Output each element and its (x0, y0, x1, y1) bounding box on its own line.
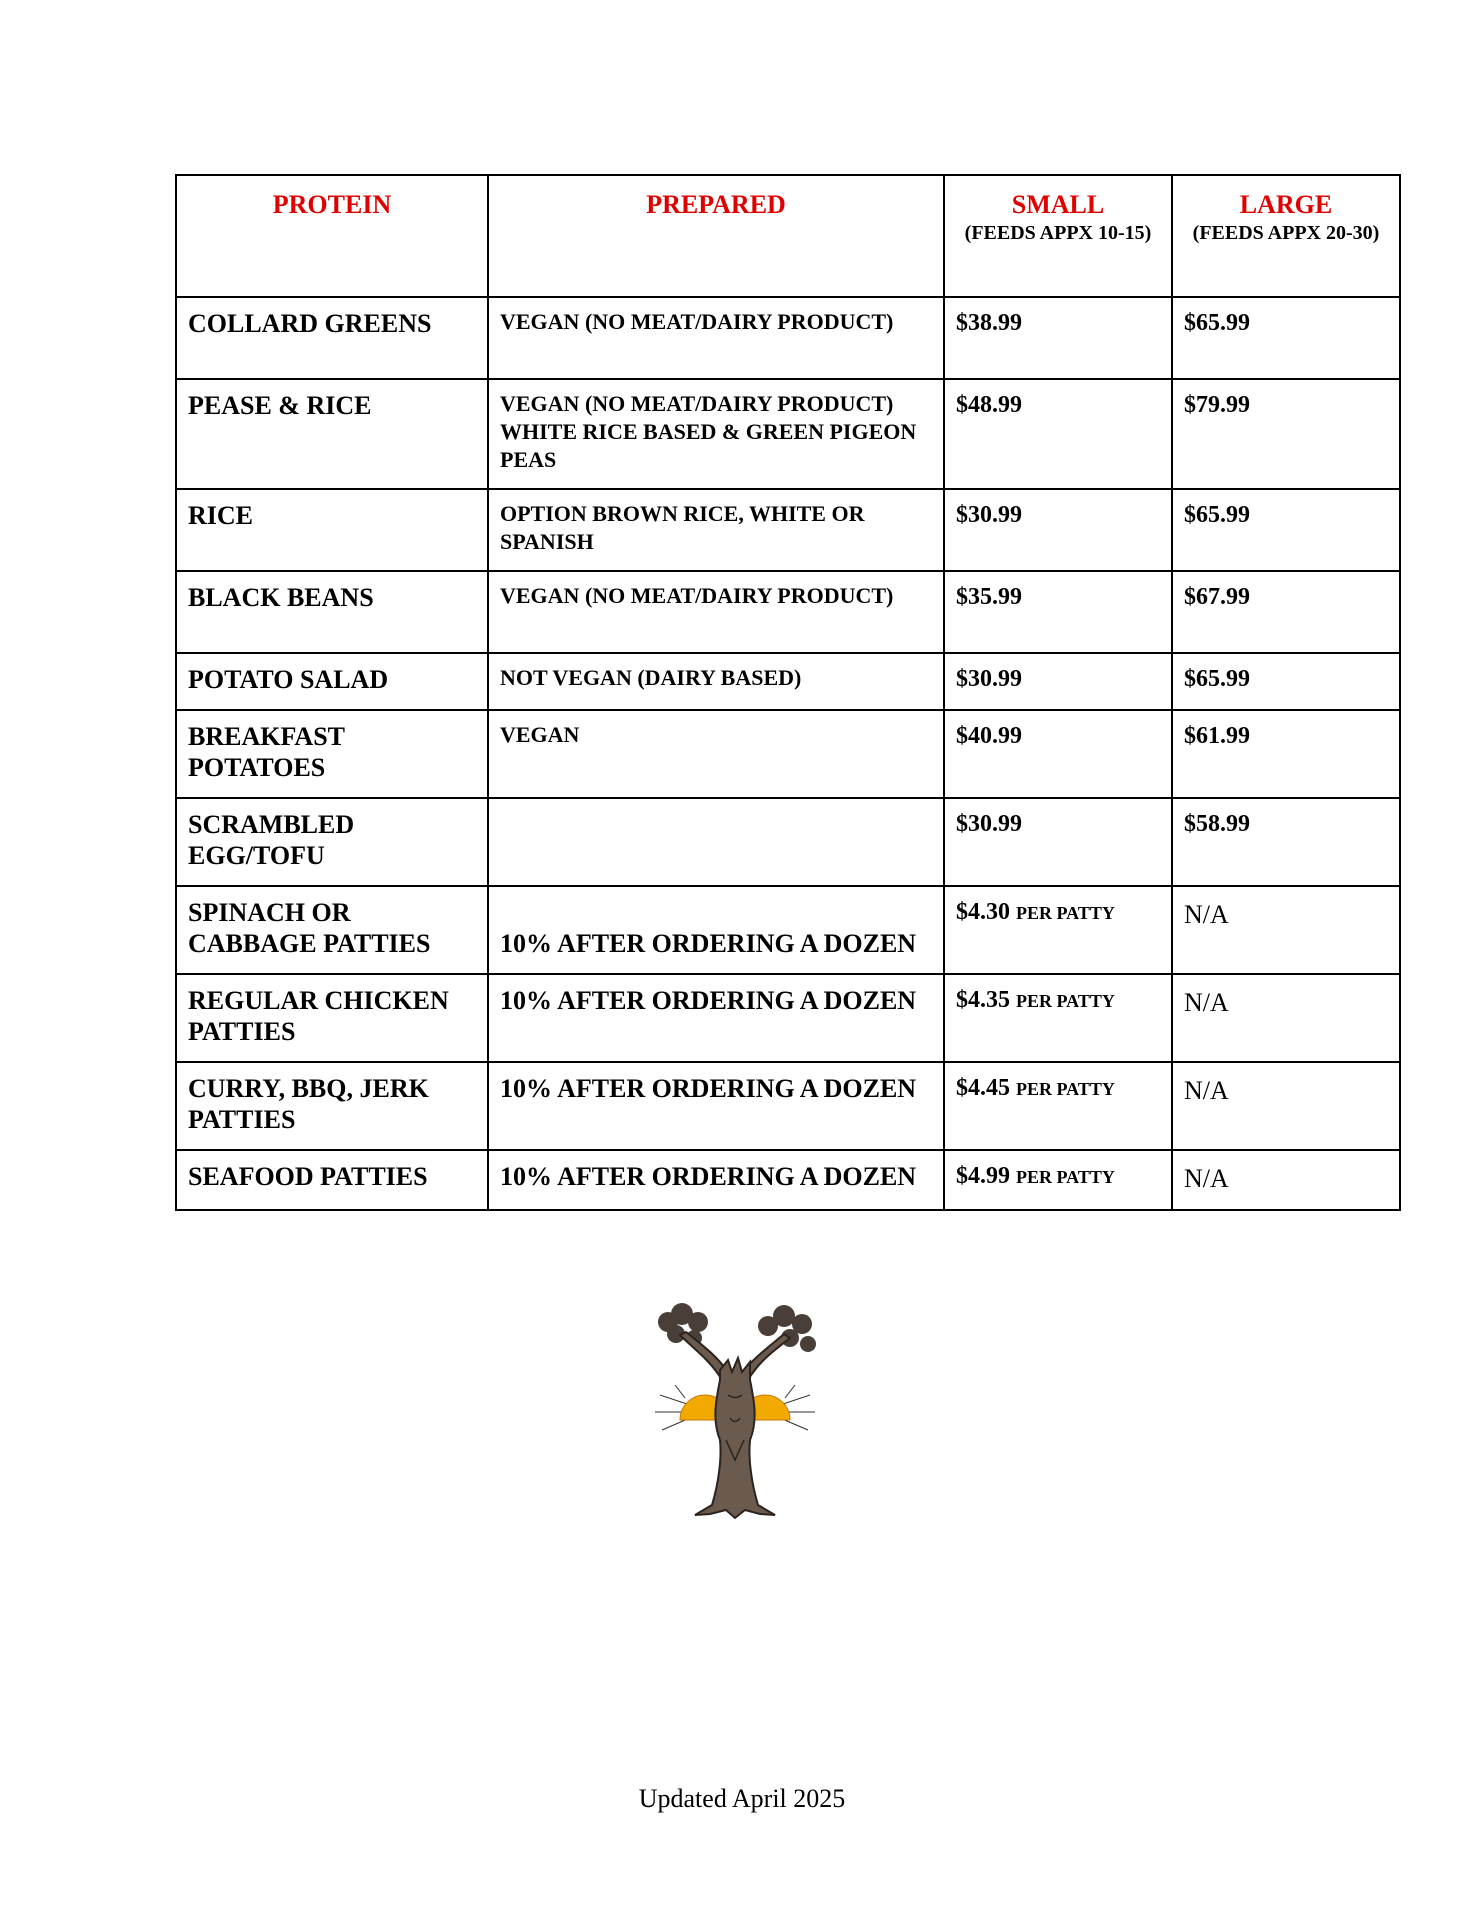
prepared-cell: VEGAN (NO MEAT/DAIRY PRODUCT) (488, 571, 944, 653)
large-price-cell: $79.99 (1172, 379, 1400, 489)
protein-cell: CURRY, BBQ, JERK PATTIES (176, 1062, 488, 1150)
small-price-cell: $38.99 (944, 297, 1172, 379)
small-price-value: $4.30 (956, 899, 1010, 925)
prepared-cell: VEGAN (NO MEAT/DAIRY PRODUCT) WHITE RICE BASED & GREEN PIGEON PEAS (488, 379, 944, 489)
table-row (176, 379, 1400, 489)
table-header-row (176, 175, 1400, 297)
header-protein (176, 175, 488, 297)
protein-cell: REGULAR CHICKEN PATTIES (176, 974, 488, 1062)
prepared-cell: 10% AFTER ORDERING A DOZEN (488, 974, 944, 1062)
table-row (176, 297, 1400, 379)
protein-cell: POTATO SALAD (176, 653, 488, 710)
header-small-sub: (FEEDS APPX 10-15) (964, 222, 1152, 244)
large-price-na: N/A (1184, 900, 1229, 929)
small-price-cell (944, 1150, 1172, 1210)
header-protein-label: PROTEIN (272, 190, 392, 219)
large-price-cell: $61.99 (1172, 710, 1400, 798)
header-small (944, 175, 1172, 297)
large-price-cell (1172, 886, 1400, 974)
small-price-cell: $35.99 (944, 571, 1172, 653)
tree-man-sun-logo (650, 1300, 820, 1528)
table-row (176, 886, 1400, 974)
table-row (176, 1150, 1400, 1210)
large-price-na: N/A (1184, 1164, 1229, 1193)
header-prepared (488, 175, 944, 297)
small-price-cell: $30.99 (944, 798, 1172, 886)
updated-date-footer: Updated April 2025 (638, 1784, 846, 1813)
prepared-cell (488, 798, 944, 886)
prepared-cell: VEGAN (488, 710, 944, 798)
small-price-cell (944, 886, 1172, 974)
protein-cell: COLLARD GREENS (176, 297, 488, 379)
large-price-cell: $67.99 (1172, 571, 1400, 653)
table-row (176, 974, 1400, 1062)
protein-cell: BLACK BEANS (176, 571, 488, 653)
large-price-cell: $65.99 (1172, 489, 1400, 571)
prepared-cell: VEGAN (NO MEAT/DAIRY PRODUCT) (488, 297, 944, 379)
protein-cell: PEASE & RICE (176, 379, 488, 489)
protein-cell: SCRAMBLED EGG/TOFU (176, 798, 488, 886)
table-row (176, 571, 1400, 653)
prepared-cell: 10% AFTER ORDERING A DOZEN (488, 1062, 944, 1150)
small-price-unit: PER PATTY (1016, 991, 1115, 1011)
table-row (176, 653, 1400, 710)
table-row (176, 710, 1400, 798)
small-price-value: $4.35 (956, 987, 1010, 1013)
small-price-value: $4.99 (956, 1163, 1010, 1189)
table-row (176, 798, 1400, 886)
prepared-cell: OPTION BROWN RICE, WHITE OR SPANISH (488, 489, 944, 571)
small-price-cell (944, 1062, 1172, 1150)
header-prepared-label: PREPARED (646, 190, 786, 219)
header-large-label: LARGE (1239, 190, 1333, 219)
header-large (1172, 175, 1400, 297)
small-price-cell: $30.99 (944, 653, 1172, 710)
small-price-cell (944, 974, 1172, 1062)
large-price-cell: $65.99 (1172, 653, 1400, 710)
protein-cell: SEAFOOD PATTIES (176, 1150, 488, 1210)
small-price-unit: PER PATTY (1016, 903, 1115, 923)
prepared-cell (488, 886, 944, 974)
table-row (176, 489, 1400, 571)
large-price-na: N/A (1184, 988, 1229, 1017)
small-price-value: $4.45 (956, 1075, 1010, 1101)
small-price-cell: $40.99 (944, 710, 1172, 798)
prepared-cell-text: 10% AFTER ORDERING A DOZEN (500, 929, 917, 958)
prepared-cell: NOT VEGAN (DAIRY BASED) (488, 653, 944, 710)
small-price-unit: PER PATTY (1016, 1079, 1115, 1099)
small-price-unit: PER PATTY (1016, 1167, 1115, 1187)
small-price-cell: $30.99 (944, 489, 1172, 571)
protein-cell: SPINACH OR CABBAGE PATTIES (176, 886, 488, 974)
header-small-label: SMALL (1011, 190, 1105, 219)
protein-cell: BREAKFAST POTATOES (176, 710, 488, 798)
protein-cell: RICE (176, 489, 488, 571)
header-large-sub: (FEEDS APPX 20-30) (1192, 222, 1380, 244)
large-price-cell: $65.99 (1172, 297, 1400, 379)
menu-price-table (175, 174, 1401, 1211)
large-price-cell: $58.99 (1172, 798, 1400, 886)
small-price-cell: $48.99 (944, 379, 1172, 489)
prepared-cell: 10% AFTER ORDERING A DOZEN (488, 1150, 944, 1210)
table-row (176, 1062, 1400, 1150)
large-price-cell (1172, 1062, 1400, 1150)
large-price-cell (1172, 974, 1400, 1062)
large-price-na: N/A (1184, 1076, 1229, 1105)
large-price-cell (1172, 1150, 1400, 1210)
